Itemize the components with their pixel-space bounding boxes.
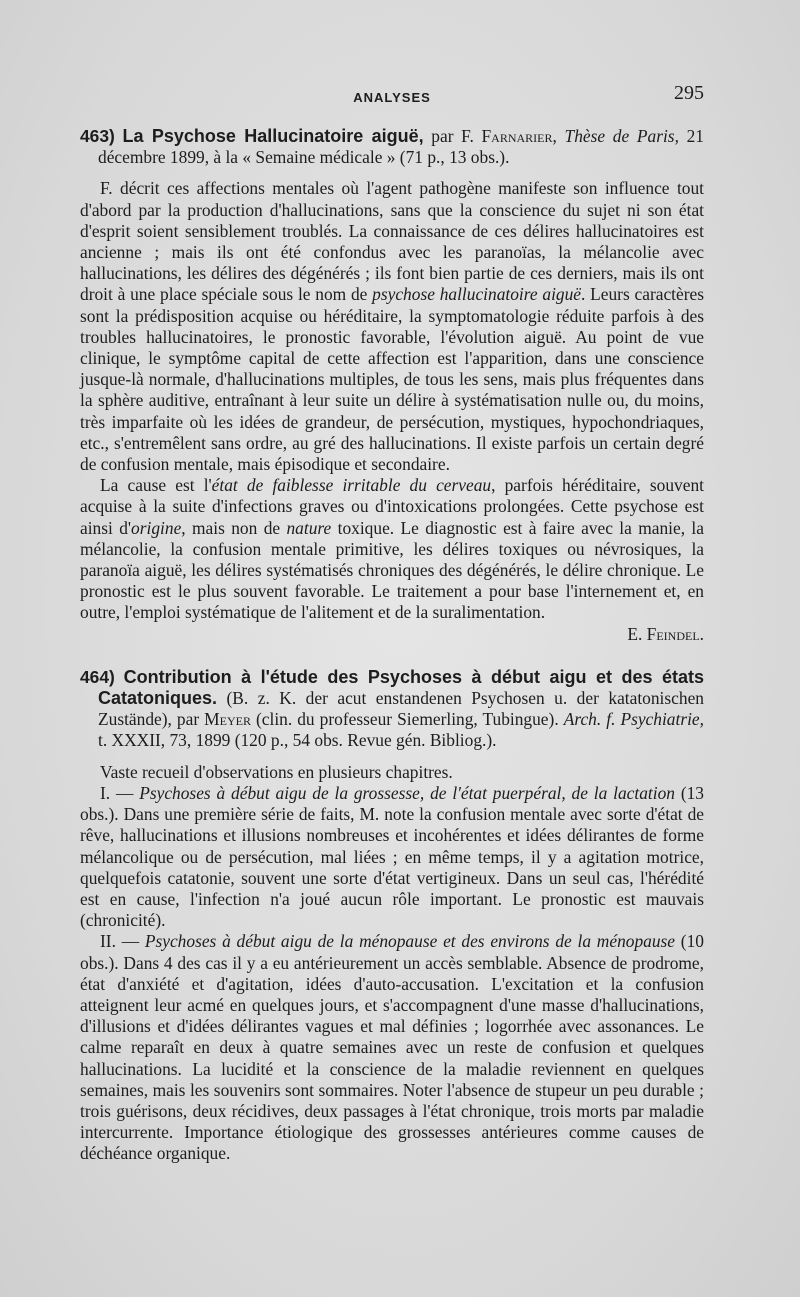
text-run: I. — <box>100 782 140 803</box>
text-run: La cause est l' <box>100 475 212 496</box>
entry-ref-text: (B. z. K. der acut enstandenen Psychosen u. der katatonischen Zustände), par <box>98 688 704 730</box>
page-number: 295 <box>674 82 704 104</box>
entry-author: Farnarier <box>481 126 553 146</box>
paragraph <box>80 475 704 623</box>
paragraph <box>80 762 704 783</box>
entry-464 <box>80 667 704 1165</box>
paragraph <box>80 783 704 931</box>
entry-463 <box>80 126 704 645</box>
entry-ref-text: t. XXXII, 73, 1899 (120 p., 54 obs. Revue gén. Bibliog.). <box>98 730 497 751</box>
italic-run: Psychoses à début aigu de la ménopause et des environs de la ménopause <box>144 931 676 952</box>
entry-ref-text: (clin. du professeur Siemerling, Tubingue). <box>250 709 564 730</box>
entry-title: Contribution à l'étude des Psychoses à début aigu et des états Catatoniques. <box>98 666 704 709</box>
entry-ref-text: par F. <box>423 126 482 146</box>
entry-number: 464) <box>80 666 115 687</box>
text-run: II. — <box>100 931 145 952</box>
entry-number: 463) <box>80 126 115 146</box>
entry-title: La Psychose Hallucinatoire aiguë, <box>122 126 424 146</box>
text-run: (13 obs.). Dans une première série de faits, M. note la confusion mentale avec sorte d'état de rêve, hallucinations et illusions nombreuses et incohérentes et idées délirantes de forme mélancolique ou de persécution, mal liées ; en même temps, il y a agitation motrice, quelquefois catatonie, souvent une sorte d'état vertigineux. Dans un seul cas, l'hérédité est en cause, l'infection n'a joué aucun rôle important. Le pronostic est mauvais (chronicité). <box>80 782 704 931</box>
text-run: . Leurs caractères sont la prédisposition acquise ou héréditaire, la symptomatologie réduite parfois à des troubles hallucinatoires, le pronostic favorable, l'évolution aiguë. Au point de vue clinique, le symptôme capital de cette affection est l'apparition, dans une conscience jusque-là normale, d'hallucinations multiples, de tous les sens, mais plus fréquentes dans la sphère auditive, entraînant à leur suite un délire à systématisation nulle ou, du moins, très imparfaite où les idées de grandeur, de persécution, mystiques, hypochondriaques, etc., s'entremêlent sans ordre, au gré des hallucinations. Il existe parfois un certain degré de confusion mentale, mais épisodique et secondaire. <box>80 284 705 475</box>
entry-source: Thèse de Paris, <box>564 126 679 146</box>
running-title: ANALYSES <box>353 90 431 105</box>
text-run: Vaste recueil d'observations en plusieurs chapitres. <box>100 761 453 782</box>
italic-run: origine <box>131 517 182 538</box>
text-run: , parfois héréditaire, souvent acquise à la suite d'infections graves ou d'intoxications prolongées. Cette psychose est ainsi d' <box>80 475 704 538</box>
paragraph <box>80 931 704 1164</box>
entry-ref-text: , <box>552 126 565 146</box>
page-content <box>80 126 704 1165</box>
entry-heading <box>80 126 704 168</box>
paragraph <box>80 178 704 475</box>
entry-heading <box>80 667 704 752</box>
text-run: (10 obs.). Dans 4 des cas il y a eu antérieurement un accès semblable. Absence de prodrome, état d'anxiété et d'agitation, idées d'auto-accusation. L'excitation et la confusion atteignent leur acmé en quelques jours, et s'accompagnent d'une masse d'hallucinations, d'illusions et d'idées délirantes vagues et mal définies ; logorrhée avec assonances. Le calme reparaît en deux à quatre semaines avec un reste de confusion et quelques hallucinations. La lucidité et la conscience de la maladie reviennent en quelques semaines, mais les souvenirs sont sommaires. Noter l'absence de stupeur un peu durable ; trois guérisons, deux récidives, deux passages à l'état chronique, trois morts par maladie intercurrente. Importance étiologique des grossesses antérieures comme causes de déchéance organique. <box>80 931 704 1164</box>
text-run: toxique. Le diagnostic est à faire avec la manie, la mélancolie, la confusion mentale primitive, les délires toxiques ou névrosiques, la paranoïa aiguë, les délires systématisés chroniques des dégénérés, le délire chronique. Le pronostic est le plus souvent favorable. Le traitement a pour base l'internement et, en outre, l'emploi systématique de l'alitement et de la suralimentation. <box>80 517 704 623</box>
italic-run: nature <box>286 517 332 538</box>
italic-run: Psychoses à début aigu de la grossesse, de l'état puerpéral, de la lactation <box>139 782 675 803</box>
text-run: , mais non de <box>181 517 287 538</box>
page-header <box>80 82 704 112</box>
entry-ref-text: 21 décembre 1899, à la « Semaine médicale » (71 p., 13 obs.). <box>98 126 704 168</box>
text-run: F. décrit ces affections mentales où l'agent pathogène manifeste son influence tout d'abord par la production d'hallucinations, sans que la conscience du sujet ni son état d'esprit soient sensiblement troublés. La connaissance de ces délires hallucinatoires est ancienne ; mais ils ont été confondus avec les paranoïas, la mélancolie avec hallucinations, les délires des dégénérés ; ils font bien partie de ces derniers, mais ils ont droit à une place spéciale sous le nom de <box>80 178 704 305</box>
entry-author: Meyer <box>204 709 251 730</box>
signature: E. Feindel. <box>627 623 704 644</box>
italic-run: psychose hallucinatoire aiguë <box>372 284 582 305</box>
entry-source: Arch. f. Psychiatrie, <box>563 709 704 730</box>
italic-run: état de faiblesse irritable du cerveau <box>211 475 492 496</box>
